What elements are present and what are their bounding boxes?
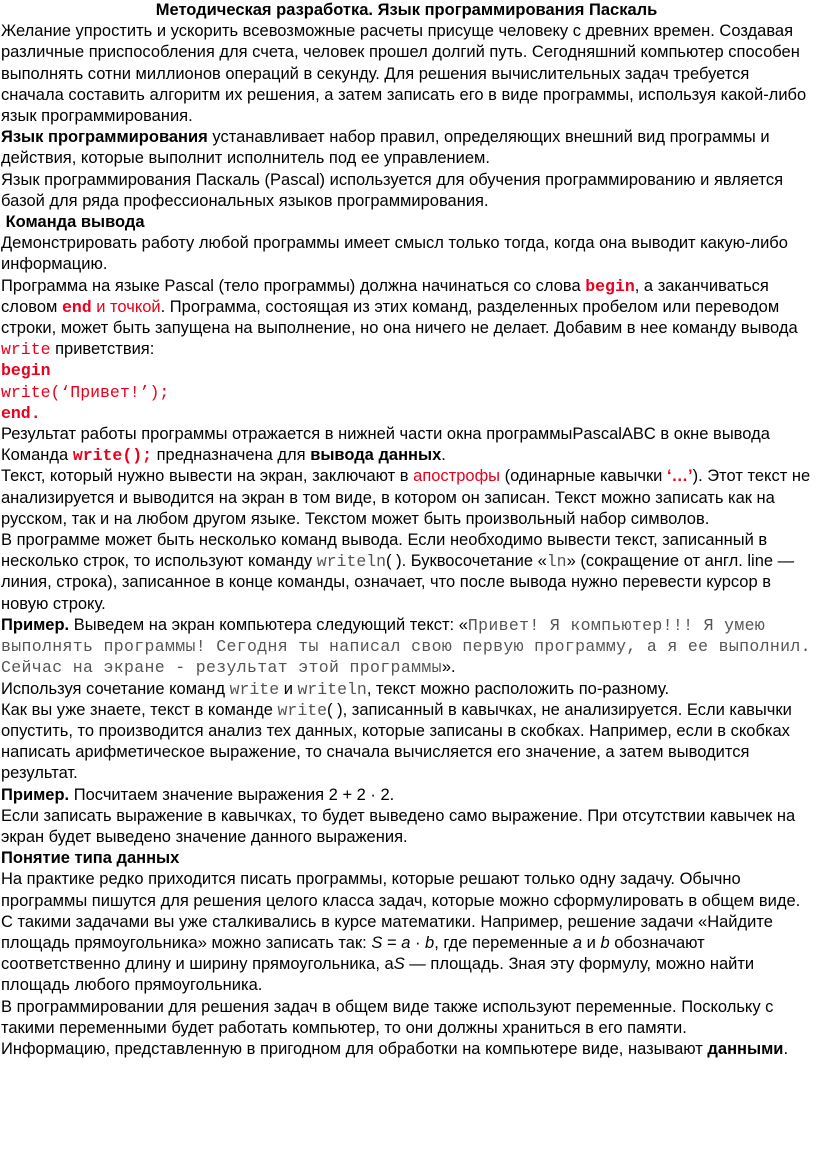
code-line-begin: begin — [1, 361, 51, 381]
data-term: данными — [707, 1039, 784, 1058]
code-line-write: write(‘Привет!’); — [1, 382, 170, 402]
document-title: Методическая разработка. Язык программирования Паскаль — [155, 1, 658, 19]
and-dot-highlight: и точкой — [91, 297, 161, 316]
var-b: b — [425, 933, 435, 952]
types-paragraph-4: Информацию, представленную в пригодном для обработки на компьютере виде, называют данными. — [1, 1039, 789, 1058]
quote-sample: ‘…’ — [666, 467, 693, 486]
types-paragraph-1: На практике редко приходится писать программы, которые решают только одну задачу. Обычно программы пишутся для решения целого класса задач, которые можно сформулировать в общем виде. — [1, 870, 801, 910]
var-a-2: a — [572, 933, 583, 952]
types-paragraph-3: В программировании для решения задач в общем виде также используют переменные. Поскольку с такими переменными будет работать компьютер, то они должны храниться в его памяти. — [1, 997, 774, 1037]
apostrophes-term: апострофы — [413, 467, 501, 486]
code-line-end: end. — [1, 403, 41, 423]
language-definition-paragraph — [1, 127, 812, 169]
var-a: a — [401, 933, 411, 952]
output-paragraph-5: Текст, который нужно вывести на экран, заключают в апострофы (одинарные кавычки ‘…’). Этот текст не анализируется и выводится на экран в том виде, в котором он записан. Текст можно записать как на русском, так и на любом другом языке. Текстом может быть произвольный набор символов. — [1, 467, 811, 528]
keyword-writeln-2: writeln — [297, 679, 367, 699]
language-definition-text: устанавливает набор правил, определяющих внешний вид программы и действия, которые выполнит исполнитель под ее управлением. — [1, 128, 770, 168]
var-b-2: b — [600, 933, 610, 952]
output-example-1: Пример. Выведем на экран компьютера следующий текст: «Привет! Я компьютер!!! Я умею выполнять программы! Сегодня ты написал свою первую программу, а я ее выполнил. Сейчас на экране - результат этой программы». — [1, 615, 811, 678]
intro-paragraph: Желание упростить и ускорить всевозможные расчеты присуще человеку с древних времен. Создавая различные приспособления для счета, человек прошел долгий путь. Сегодняшний компьютер способен выполнять сотни миллионов операций в секунду. Для решения вычислительных задач требуется сначала составить алгоритм их решения, а затем записать его в виде программы, используя какой-либо язык программирования. — [1, 22, 807, 126]
output-paragraph-1: Демонстрировать работу любой программы имеет смысл только тогда, когда она выводит какую-либо информацию. — [1, 234, 788, 274]
var-s: S — [371, 933, 383, 952]
pascal-paragraph: Язык программирования Паскаль (Pascal) используется для обучения программированию и является базой для ряда профессиональных языков программирования. — [1, 170, 784, 210]
keyword-ln: ln — [546, 552, 567, 572]
data-types-heading: Понятие типа данных — [1, 849, 180, 868]
keyword-write-call: write(); — [72, 446, 153, 466]
keyword-begin: begin — [585, 276, 635, 296]
output-paragraph-3: Результат работы программы отражается в нижней части окна программыPascalABC в окне вывода — [1, 425, 770, 444]
example-output-text: Привет! Я компьютер!!! Я умею выполнять программы! Сегодня ты написал свою первую программу, а я ее выполнил. Сейчас на экране - результат этой программы — [1, 615, 811, 678]
code-example — [1, 360, 812, 424]
keyword-end: end — [61, 297, 92, 317]
example-label: Пример. — [1, 615, 70, 634]
output-paragraph-6: В программе может быть несколько команд вывода. Если необходимо вывести текст, записанный в несколько строк, то используют команду writeln( ). Буквосочетание «ln» (сокращение от англ. line — линия, строка), записанное в конце команды, означает, что после вывода нужно перевести курсор в новую строку. — [1, 531, 795, 613]
output-data-term: вывода данных — [310, 446, 442, 465]
output-section-heading: Команда вывода — [5, 213, 145, 232]
types-paragraph-2: С такими задачами вы уже сталкивались в курсе математики. Например, решение задачи «Найдите площадь прямоугольника» можно записать так: S = a · b, где переменные a и b обозначают соответственно длину и ширину прямоугольника, аS — площадь. Зная эту формулу, можно найти площадь любого прямоугольника. — [1, 912, 773, 995]
example-label-2: Пример. — [1, 785, 70, 804]
keyword-write-2: write — [229, 679, 280, 699]
output-paragraph-9: Как вы уже знаете, текст в команде write( ), записанный в кавычках, не анализируется. Если кавычки опустить, то производится анализ тех данных, которые записаны в скобках. Например, если в скобках написать арифметическое выражение, то сначала вычисляется его значение, а затем выводится результат. — [1, 700, 792, 783]
keyword-write-3: write — [277, 700, 328, 720]
var-s-2: S — [393, 955, 405, 974]
output-paragraph-2: Программа на языке Pascal (тело программы) должна начинаться со слова begin, а заканчиваться словом end и точкой. Программа, состоящая из этих команд, разделенных пробелом или переводом строки, может быть запущена на выполнение, но она ничего не делает. Добавим в нее команду вывода write приветствия: — [1, 276, 798, 360]
output-paragraph-11: Если записать выражение в кавычках, то будет выведено само выражение. При отсутствии кавычек на экран будет выведено значение данного выражения. — [1, 806, 796, 846]
output-paragraph-4: Команда write(); предназначена для вывода данных. — [1, 446, 446, 466]
keyword-write: write — [1, 340, 51, 360]
keyword-writeln: writeln — [316, 552, 387, 572]
output-example-2: Пример. Посчитаем значение выражения 2 + 2 · 2. — [1, 785, 395, 804]
output-paragraph-8: Используя сочетание команд write и writeln, текст можно расположить по-разному. — [1, 679, 670, 699]
language-term: Язык программирования — [1, 128, 208, 147]
